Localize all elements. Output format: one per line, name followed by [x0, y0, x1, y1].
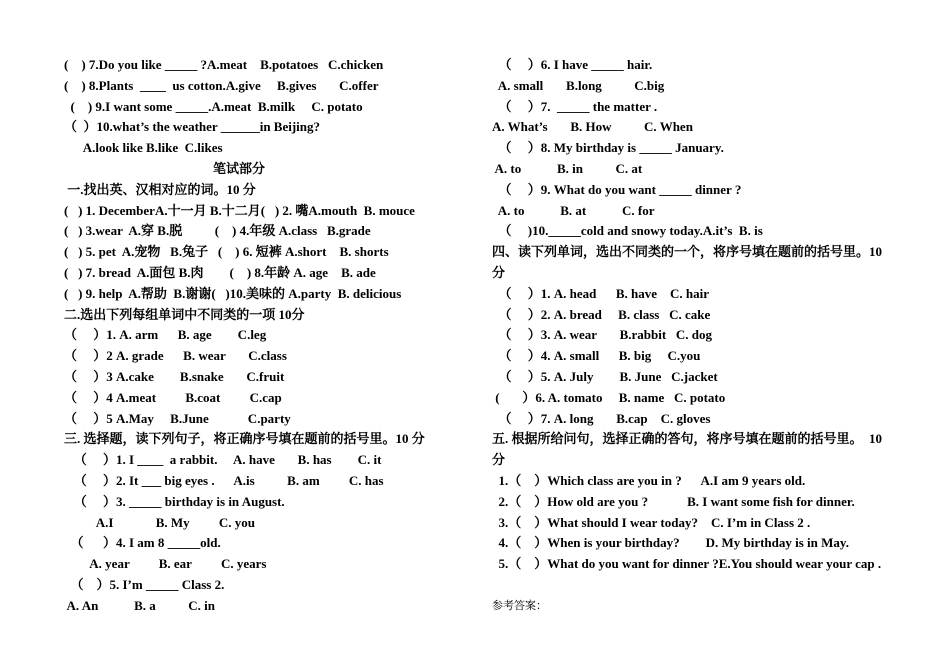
section-2-item-3: （ ）3 A.cake B.snake C.fruit [64, 368, 285, 384]
section-2-item-1: （ ）1. A. arm B. age C.leg [64, 327, 267, 343]
section-1-row-3: ( ) 5. pet A.宠物 B.兔子 ( ) 6. 短裤 A.short B. shorts [64, 244, 389, 260]
section-3-item-8: （ ）8. My birthday is _____ January. [492, 140, 724, 156]
section-5-title-cont: 分 [492, 452, 506, 468]
section-3-item-3-options: A.I B. My C. you [64, 514, 256, 530]
section-3-item-7: （ ）7. _____ the matter . [492, 98, 658, 114]
section-3-item-3: （ ）3. _____ birthday is in August. [64, 493, 285, 509]
section-4-item-2: （ ）2. A. bread B. class C. cake [492, 306, 711, 322]
section-1-row-4: ( ) 7. bread A.面包 B.肉 ( ) 8.年龄 A. age B. ade [64, 264, 376, 280]
question-10-line: （ ）10.what’s the weather ______in Beijing? [64, 119, 321, 135]
section-3-item-10: （ )10._____cold and snowy today.A.it’s B. is [492, 223, 763, 239]
section-4-title: 四、读下列单词，选出不同类的一个，将序号填在题前的括号里。10 [492, 244, 883, 260]
section-3-item-9-options: A. to B. at C. for [492, 202, 655, 218]
left-column [64, 55, 474, 617]
section-1-row-5: ( ) 9. help A.帮助 B.谢谢( )10.美味的 A.party B. delicious [64, 285, 402, 301]
section-3-item-6: （ ）6. I have _____ hair. [492, 57, 653, 72]
section-3-item-8-options: A. to B. in C. at [492, 160, 643, 176]
question-9-line: ( ) 9.I want some _____.A.meat B.milk C. potato [64, 98, 363, 114]
section-4-item-7: （ ）7. A. long B.cap C. gloves [492, 410, 711, 426]
section-1-title: 一.找出英、汉相对应的词。10 分 [64, 181, 256, 197]
section-5-item-5: 5.（ ）What do you want for dinner ?E.You should wear your cap . [492, 556, 882, 572]
section-2-item-4: （ ）4 A.meat B.coat C.cap [64, 389, 282, 405]
section-1-row-1: ( ) 1. DecemberA.十一月 B.十二月( ) 2. 嘴A.mouth B. mouce [64, 202, 415, 218]
question-8-line: ( ) 8.Plants ____ us cotton.A.give B.gives C.offer [64, 77, 379, 93]
right-column [492, 55, 912, 617]
section-3-item-4-options: A. year B. ear C. years [64, 556, 267, 572]
section-5-item-1: 1.（ ）Which class are you in ? A.I am 9 years old. [492, 472, 806, 488]
section-2-item-2: （ ）2 A. grade B. wear C.class [64, 348, 287, 364]
section-5-item-2: 2.（ ）How old are you ? B. I want some fish for dinner. [492, 493, 855, 509]
section-5-item-4: 4.（ ）When is your birthday? D. My birthday is in May. [492, 535, 849, 551]
section-5-title: 五. 根据所给问句，选择正确的答句，将序号填在题前的括号里。 10 [492, 431, 883, 447]
section-3-item-5: （ ）5. I’m _____ Class 2. [64, 576, 225, 592]
question-7-line: ( ) 7.Do you like _____ ?A.meat B.potatoes C.chicken [64, 57, 384, 72]
section-4-item-3: （ ）3. A. wear B.rabbit C. dog [492, 327, 713, 343]
section-4-item-4: （ ）4. A. small B. big C.you [492, 348, 701, 364]
section-4-item-5: （ ）5. A. July B. June C.jacket [492, 368, 718, 384]
section-1-row-2: ( ) 3.wear A.穿 B.脱 ( ) 4.年级 A.class B.grade [64, 223, 371, 239]
section-3-item-7-options: A. What’s B. How C. When [492, 119, 693, 135]
section-3-item-9: （ ）9. What do you want _____ dinner ? [492, 181, 742, 197]
section-4-item-6: ( ）6. A. tomato B. name C. potato [492, 389, 726, 405]
section-2-title: 二.选出下列每组单词中不同类的一项 10分 [64, 306, 305, 322]
spacer-line [492, 575, 912, 596]
question-10-options: A.look like B.like C.likes [64, 140, 223, 156]
section-2-item-5: （ ）5 A.May B.June C.party [64, 410, 291, 426]
section-3-item-1: （ ）1. I ____ a rabbit. A. have B. has C. it [64, 452, 382, 468]
section-3-item-6-options: A. small B.long C.big [492, 77, 665, 93]
section-5-item-3: 3.（ ）What should I wear today? C. I’m in Class 2 . [492, 514, 811, 530]
section-4-title-cont: 分 [492, 264, 506, 280]
section-3-item-2: （ ）2. It ___ big eyes . A.is B. am C. has [64, 472, 384, 488]
section-3-item-5-options: A. An B. a C. in [64, 597, 215, 613]
section-4-item-1: （ ）1. A. head B. have C. hair [492, 285, 710, 301]
section-3-item-4: （ ）4. I am 8 _____old. [64, 535, 221, 551]
written-part-heading: 笔试部分 [212, 160, 265, 176]
section-3-title: 三. 选择题，读下列句子，将正确序号填在题前的括号里。10 分 [64, 431, 425, 447]
reference-answers-label: 参考答案： [492, 599, 547, 612]
